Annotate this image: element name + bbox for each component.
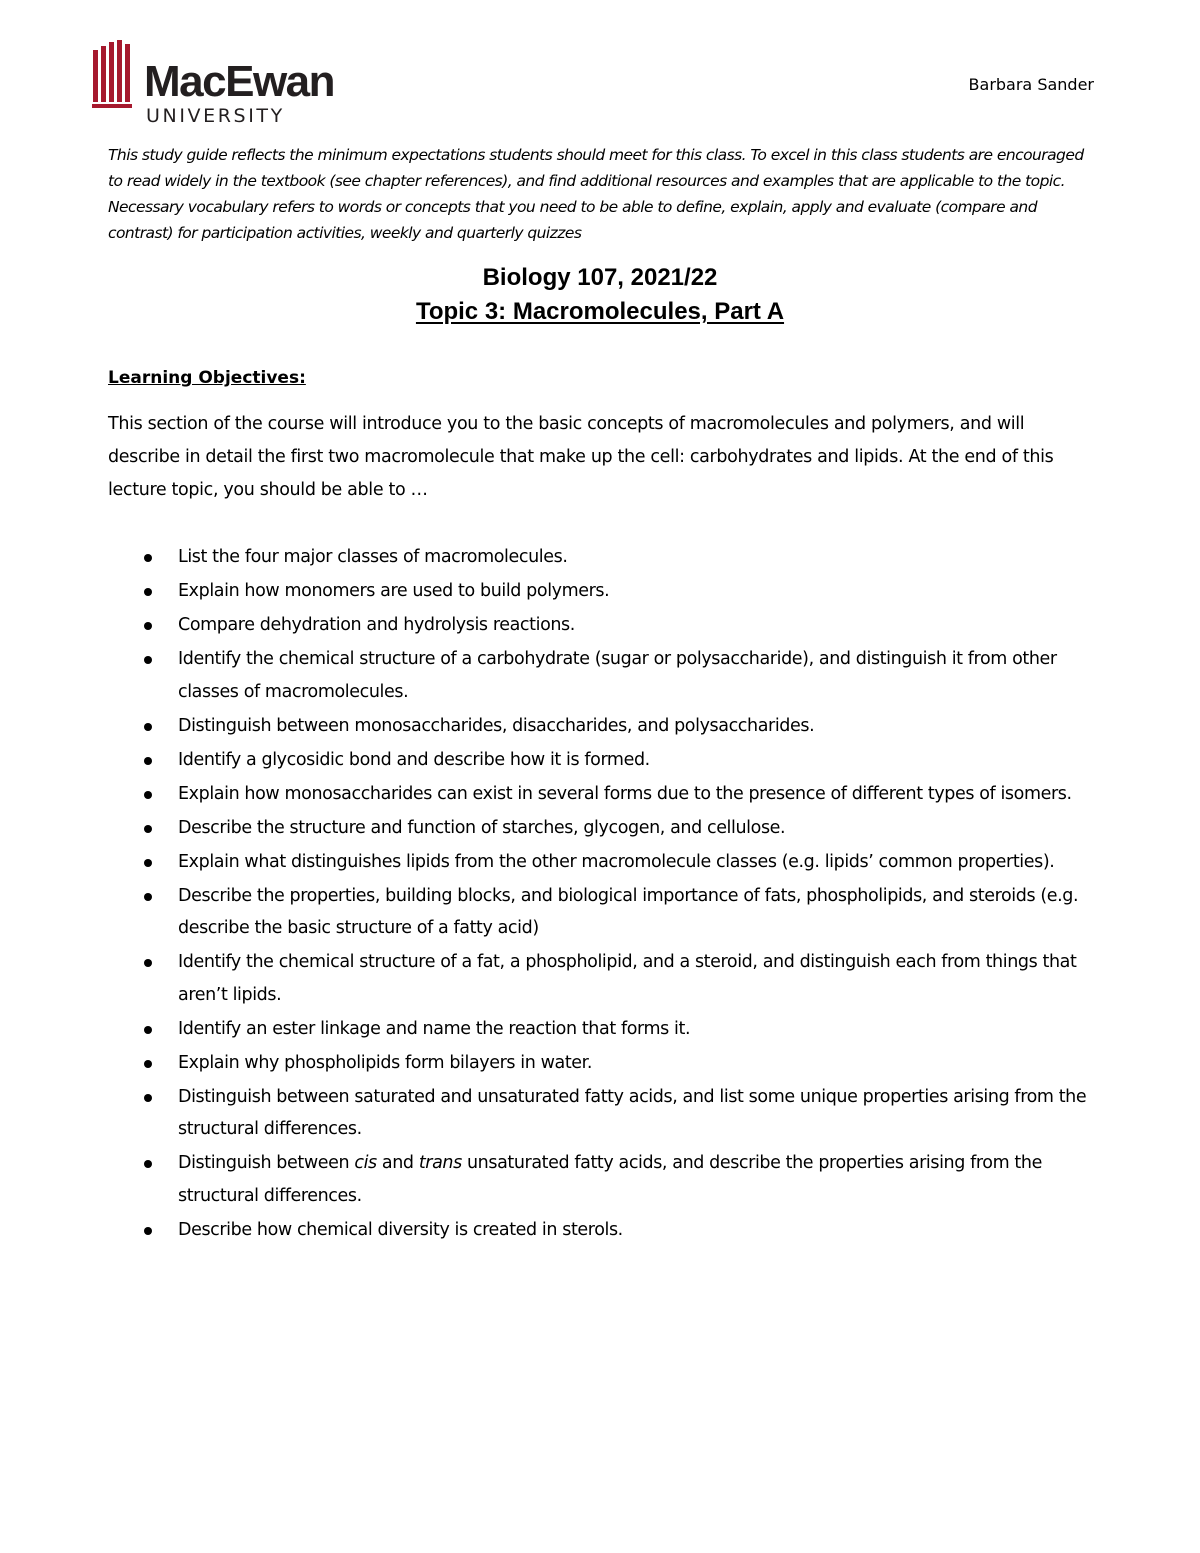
bullet-icon	[144, 588, 152, 596]
bullet-icon	[144, 622, 152, 630]
bullet-icon	[144, 791, 152, 799]
learning-objectives-heading: Learning Objectives:	[108, 368, 306, 388]
learning-objectives-intro: This section of the course will introduce you to the basic concepts of macromolecules and polymers, and will describe in detail the first two macromolecule that make up the cell: carbohydrates and lipids. At the end of this lecture topic, you should be able to …	[108, 414, 1054, 500]
objective-text-after: unsaturated fatty acids, and describe the properties arising from the structural differences.	[178, 1153, 1042, 1206]
objective-text: Identify an ester linkage and name the reaction that forms it.	[178, 1018, 691, 1039]
list-item	[108, 880, 1098, 945]
objective-text: Compare dehydration and hydrolysis reactions.	[178, 615, 575, 635]
list-item	[108, 541, 1098, 574]
bullet-icon	[144, 825, 152, 833]
list-item	[108, 1081, 1098, 1146]
list-item	[108, 643, 1098, 708]
list-item	[108, 1047, 1098, 1080]
bullet-icon	[144, 1094, 152, 1102]
objective-text: Describe the properties, building blocks, and biological importance of fats, phospholipids, and steroids (e.g. describe the basic structure of a fatty acid)	[178, 885, 1079, 938]
objective-text: Describe how chemical diversity is created in sterols.	[178, 1219, 623, 1240]
bullet-icon	[144, 723, 152, 731]
list-item	[108, 1013, 1098, 1046]
list-item	[108, 812, 1098, 845]
objective-text: Explain why phospholipids form bilayers in water.	[178, 1052, 593, 1073]
objective-text: Identify the chemical structure of a fat, a phospholipid, and a steroid, and distinguish each from things that aren’t lipids.	[178, 952, 1077, 1005]
bullet-icon	[144, 554, 152, 562]
macewan-pillars-logo-icon	[92, 40, 140, 110]
university-logo	[92, 40, 335, 127]
objective-text: List the four major classes of macromolecules.	[178, 547, 568, 567]
objective-text: Distinguish between saturated and unsaturated fatty acids, and list some unique properties arising from the structural differences.	[178, 1086, 1087, 1139]
cis-term: cis	[354, 1153, 377, 1173]
bullet-icon	[144, 656, 152, 664]
objective-text: Describe the structure and function of starches, glycogen, and cellulose.	[178, 817, 786, 838]
objective-text: Identify the chemical structure of a carbohydrate (sugar or polysaccharide), and distinguish it from other classes of macromolecules.	[178, 649, 1057, 702]
list-item	[108, 778, 1098, 811]
course-title: Biology 107, 2021/22	[482, 264, 718, 291]
objective-text: Identify a glycosidic bond and describe how it is formed.	[178, 749, 650, 770]
topic-title: Topic 3: Macromolecules, Part A	[415, 298, 785, 325]
objective-text: Distinguish between monosaccharides, disaccharides, and polysaccharides.	[178, 715, 815, 736]
objective-text-middle: and	[376, 1153, 419, 1173]
objective-text-before: Distinguish between	[178, 1153, 355, 1173]
bullet-icon	[144, 959, 152, 967]
list-item	[108, 846, 1098, 879]
logo-wordmark: MacEwan	[144, 57, 335, 106]
list-item	[108, 575, 1098, 608]
bullet-icon	[144, 757, 152, 765]
objective-text: Explain how monosaccharides can exist in several forms due to the presence of different types of isomers.	[178, 783, 1072, 804]
study-guide-intro: This study guide reflects the minimum expectations students should meet for this class. To excel in this class students are encouraged to read widely in the textbook (see chapter references), and find additional resources and examples that are applicable to the topic. Necessary vocabulary refers to words or concepts that you need to be able to define, explain, apply and evaluate (compare and contrast) for participation activities, weekly and quarterly quizzes	[108, 146, 1084, 242]
list-item	[108, 744, 1098, 777]
list-item	[108, 1147, 1098, 1212]
bullet-icon	[144, 1060, 152, 1068]
objective-text: Explain how monomers are used to build polymers.	[178, 581, 610, 601]
bullet-icon	[144, 859, 152, 867]
list-item	[108, 710, 1098, 743]
trans-term: trans	[418, 1153, 462, 1173]
bullet-icon	[144, 1026, 152, 1034]
logo-subtitle: UNIVERSITY	[146, 105, 285, 127]
list-item	[108, 609, 1098, 642]
objective-text: Explain what distinguishes lipids from the other macromolecule classes (e.g. lipids’ common properties).	[178, 851, 1055, 872]
author-name: Barbara Sander	[968, 75, 1094, 94]
bullet-icon	[144, 1160, 152, 1168]
list-item	[108, 946, 1098, 1011]
bullet-icon	[144, 893, 152, 901]
bullet-icon	[144, 1227, 152, 1235]
list-item	[108, 1214, 1098, 1247]
objectives-list	[108, 541, 1098, 1248]
